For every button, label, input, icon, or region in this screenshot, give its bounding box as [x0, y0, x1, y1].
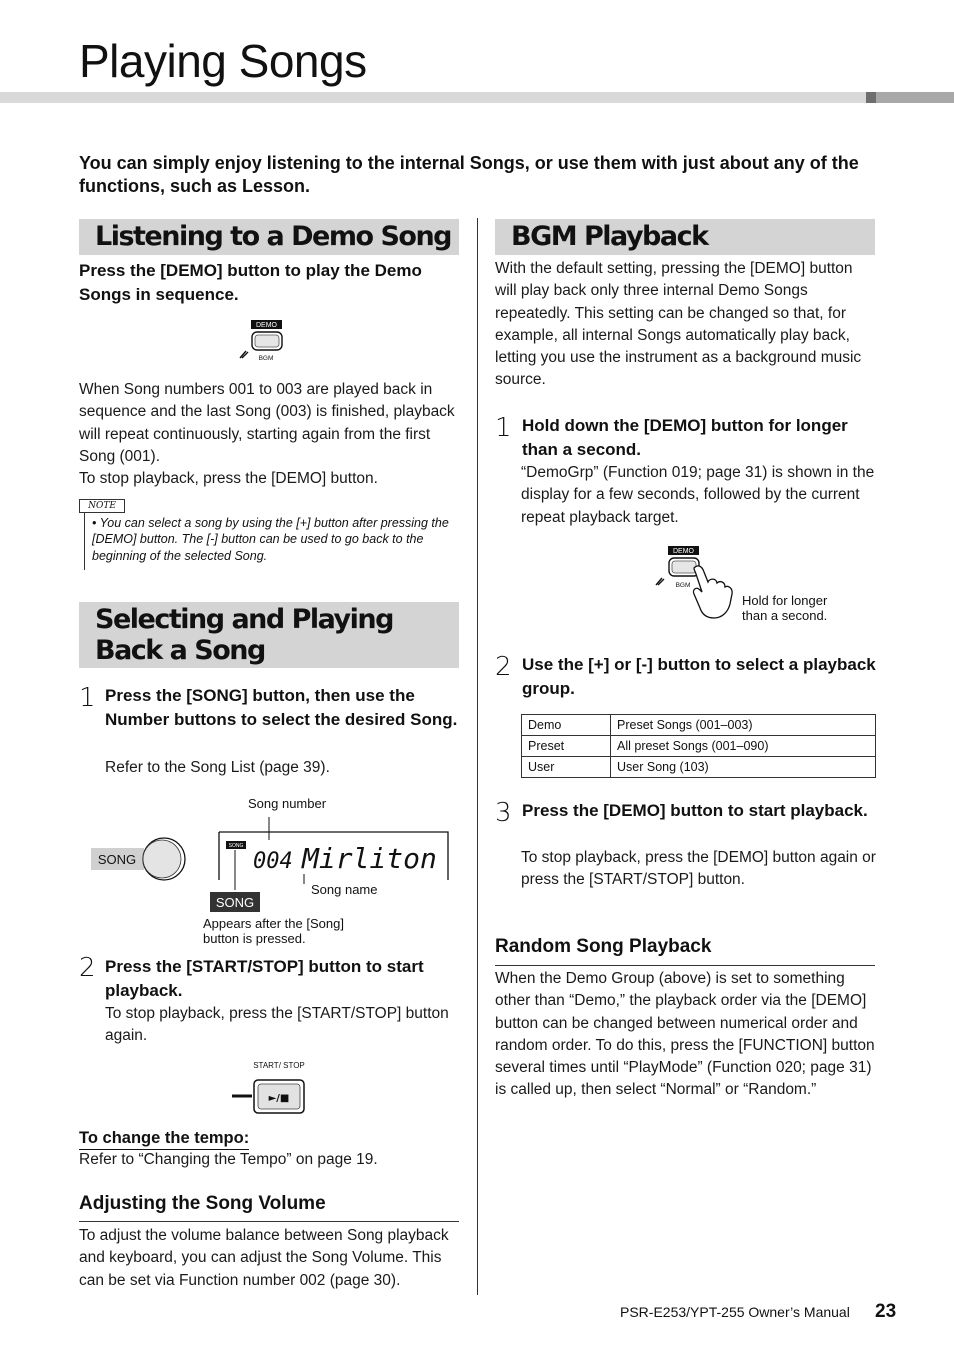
- volume-rule: [79, 1221, 459, 1222]
- intro-text: You can simply enjoy listening to the internal Songs, or use them with just about any of the functions, such as Lesson.: [79, 153, 859, 196]
- title-rule: [0, 92, 866, 103]
- bgm-step2-heading: Use the [+] or [-] button to select a playback group.: [522, 655, 876, 698]
- bgm-step3-body: To stop playback, press the [DEMO] button again or press the [START/STOP] button.: [521, 849, 876, 889]
- table-cell: Demo: [522, 715, 611, 736]
- title-rule-end: [876, 92, 954, 103]
- demo-section-heading: Listening to a Demo Song: [79, 219, 459, 255]
- select-step1-heading: Press the [SONG] button, then use the Number buttons to select the desired Song.: [105, 686, 458, 729]
- start-stop-label: START/ STOP: [253, 1061, 305, 1070]
- table-cell: Preset Songs (001–003): [611, 715, 876, 736]
- step-number: 1: [79, 683, 96, 713]
- table-cell: All preset Songs (001–090): [611, 736, 876, 757]
- select-step2-body: To stop playback, press the [START/STOP] button again.: [105, 1005, 449, 1045]
- song-button-label: SONG: [97, 852, 137, 867]
- demo-body: When Song numbers 001 to 003 are played back in sequence and the last Song (003) is finished, playback will repeat continuously, starting again from the first Song (001).: [79, 381, 455, 465]
- bgm-body: With the default setting, pressing the [DEMO] button will play back only three internal Demo Songs repeatedly. This setting can be changed so that, for example, all internal Songs automatically play back, letting you use the instrument as a background music source.: [495, 260, 862, 389]
- song-number-label: Song number: [248, 796, 327, 811]
- page-number: 23: [875, 1301, 897, 1322]
- table-row: [522, 736, 876, 757]
- table-row: [522, 715, 876, 736]
- select-step1-body: Refer to the Song List (page 39).: [105, 759, 330, 776]
- manual-name: PSR-E253/YPT-255 Owner’s Manual: [620, 1304, 850, 1320]
- bgm-label: BGM: [258, 355, 274, 362]
- step-number: 3: [495, 798, 512, 828]
- demo-stop-text: To stop playback, press the [DEMO] button.: [79, 470, 378, 487]
- lcd-number: 004: [253, 849, 293, 874]
- step-number: 2: [79, 953, 96, 983]
- random-heading: Random Song Playback: [495, 936, 712, 957]
- lcd-song-tag: SONG: [228, 843, 244, 849]
- demo-label: DEMO: [256, 322, 277, 329]
- start-stop-illustration: [230, 1058, 310, 1118]
- note-tag: NOTE: [79, 499, 125, 513]
- title-rule-accent: [866, 92, 876, 103]
- page-title: Playing Songs: [79, 35, 367, 87]
- table-cell: User Song (103): [611, 757, 876, 778]
- song-badge: SONG: [215, 895, 255, 910]
- tempo-heading: To change the tempo:: [79, 1128, 249, 1150]
- lcd-name: Mirliton: [302, 842, 437, 875]
- random-rule: [495, 965, 875, 966]
- step-number: 1: [495, 413, 512, 443]
- bgm-step3-heading: Press the [DEMO] button to start playback.: [522, 801, 868, 820]
- demo-lead: Press the [DEMO] button to play the Demo Songs in sequence.: [79, 261, 422, 304]
- bgm-step1-body: “DemoGrp” (Function 019; page 31) is shown in the display for a few seconds, followed by the current repeat playback target.: [521, 464, 875, 526]
- bgm-label: BGM: [675, 582, 691, 589]
- bgm-section-heading: BGM Playback: [495, 219, 875, 255]
- bgm-step1-heading: Hold down the [DEMO] button for longer than a second.: [522, 416, 848, 459]
- hold-caption: Hold for longer than a second.: [742, 593, 828, 623]
- volume-heading: Adjusting the Song Volume: [79, 1193, 326, 1214]
- demo-button-illustration: [236, 318, 296, 364]
- demo-label: DEMO: [673, 548, 694, 555]
- appears-caption: Appears after the [Song] button is pressed.: [203, 916, 344, 946]
- step-number: 2: [495, 652, 512, 682]
- table-row: [522, 757, 876, 778]
- play-stop-icon: ►/■: [268, 1093, 290, 1104]
- select-section-heading: Selecting and Playing Back a Song: [79, 602, 459, 668]
- table-cell: User: [522, 757, 611, 778]
- random-body: When the Demo Group (above) is set to something other than “Demo,” the playback order via the [DEMO] button can be changed between numerical order and random order. To do this, press the [FUNCTION] button several times until “PlayMode” (Function 020; page 31) is called up, then select “Normal” or “Random.”: [495, 970, 875, 1099]
- demo-hold-illustration: [650, 542, 740, 622]
- table-cell: Preset: [522, 736, 611, 757]
- volume-body: To adjust the volume balance between Song playback and keyboard, you can adjust the Song Volume. This can be set via Function number 002 (page 30).: [79, 1227, 449, 1289]
- note-text: • You can select a song by using the [+] button after pressing the [DEMO] button. The [-] button can be used to go back to the beginning of the selected Song.: [92, 516, 449, 563]
- column-divider: [477, 218, 478, 1295]
- note-bar: [84, 510, 85, 570]
- playback-group-table: [521, 714, 876, 778]
- select-step2-heading: Press the [START/STOP] button to start playback.: [105, 957, 424, 1000]
- tempo-body: Refer to “Changing the Tempo” on page 19.: [79, 1151, 378, 1168]
- song-name-label: Song name: [311, 882, 378, 897]
